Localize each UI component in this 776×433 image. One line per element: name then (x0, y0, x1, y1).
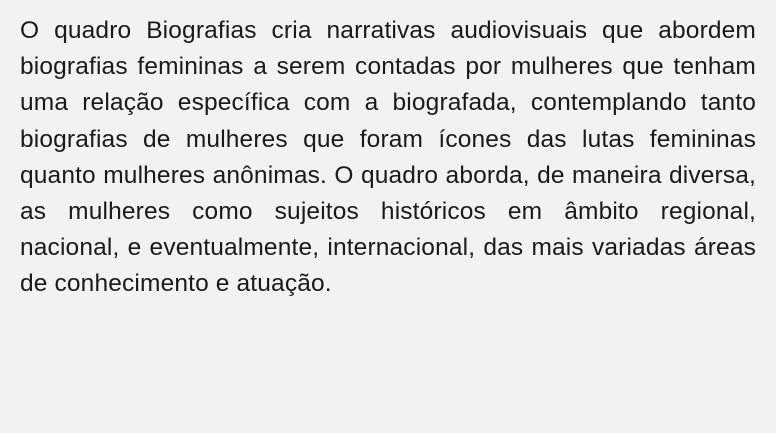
description-paragraph: O quadro Biografias cria narrativas audiovisuais que abordem biografias femininas a serem contadas por mulheres que tenham uma relação específica com a biografada, contemplando tanto biografias de mulheres que foram ícones das lutas femininas quanto mulheres anônimas. O quadro aborda, de maneira diversa, as mulheres como sujeitos históricos em âmbito regional, nacional, e eventualmente, internacional, das mais variadas áreas de conhecimento e atuação. (20, 17, 756, 298)
